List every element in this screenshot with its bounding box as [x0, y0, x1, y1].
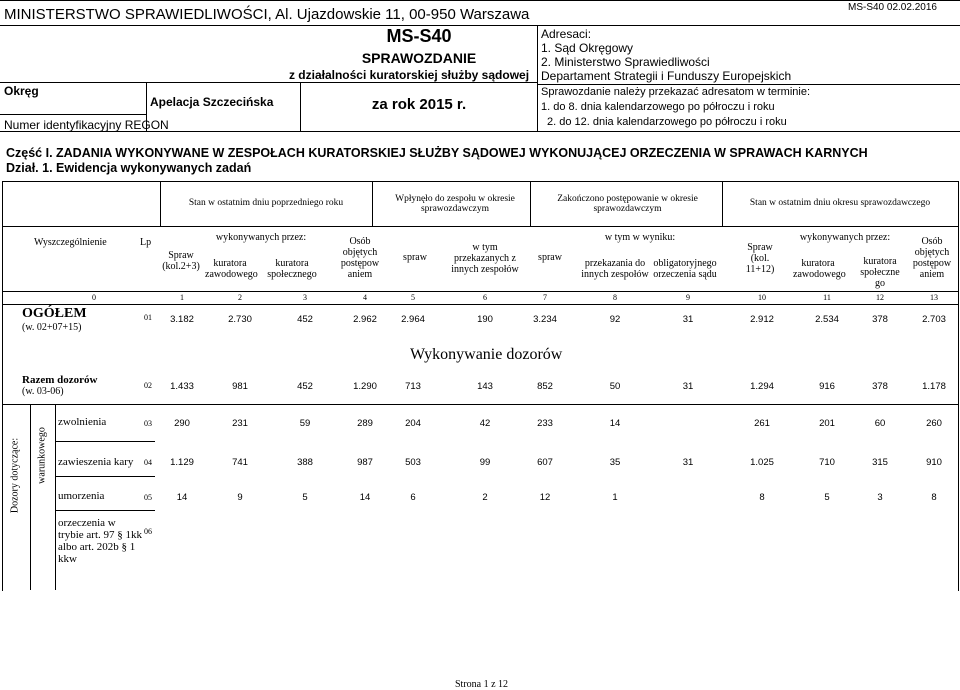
adresaci-label: Adresaci: — [541, 27, 592, 41]
col-spraw: spraw — [403, 252, 427, 263]
column-number: 8 — [613, 293, 617, 302]
col-spraw-kol: Spraw (kol.2+3) — [162, 250, 200, 272]
ogolem-value: 2.912 — [750, 314, 774, 325]
ogolem-value: 3.234 — [533, 314, 557, 325]
row-value: 261 — [754, 418, 770, 429]
col-w-tym-przekazanych: w tym przekazanych z innych zespołów — [451, 242, 519, 275]
razem-value: 713 — [405, 381, 421, 392]
razem-value: 1.294 — [750, 381, 774, 392]
section-heading: Wykonywanie dozorów — [410, 346, 563, 363]
okreg-value: Apelacja Szczecińska — [150, 95, 274, 109]
col-przekazania: przekazania do innych zespołów — [581, 258, 649, 280]
row-value: 1.129 — [170, 457, 194, 468]
deadline-2: 2. do 12. dnia kalendarzowego po półroczu i roku — [547, 116, 787, 128]
page-number: Strona 1 z 12 — [455, 679, 509, 690]
group-wplynelo: Wpłynęło do zespołu w okresie sprawozdawczym — [395, 194, 515, 214]
col-wykonywanych-przez: wykonywanych przez: — [215, 232, 307, 243]
part-title: Część I. ZADANIA WYKONYWANE W ZESPOŁACH KURATORSKIEJ SŁUŻBY SĄDOWEJ WYKONUJĄCEJ ORZECZENIA W SPRAWACH KARNYCH — [6, 146, 868, 160]
razem-lp: 02 — [144, 381, 152, 390]
row-value: 8 — [931, 492, 937, 503]
section-title: Dział. 1. Ewidencja wykonywanych zadań — [6, 161, 252, 175]
ogolem-value: 2.534 — [815, 314, 839, 325]
row-value: 710 — [819, 457, 835, 468]
group-stan-ostatni: Stan w ostatnim dniu okresu sprawozdawczego — [749, 198, 931, 208]
row-value: 315 — [872, 457, 888, 468]
report-subtitle: z działalności kuratorskiej służby sądowej — [288, 68, 530, 82]
column-number: 3 — [303, 293, 307, 302]
row-value: 14 — [359, 492, 371, 503]
row-value: 503 — [405, 457, 421, 468]
form-code: MS-S40 — [386, 26, 452, 46]
side-inner-label: warunkowego — [36, 427, 48, 484]
row-value: 987 — [357, 457, 373, 468]
row-value: 910 — [926, 457, 942, 468]
ogolem-value: 3.182 — [170, 314, 194, 325]
row-value: 233 — [537, 418, 553, 429]
row-label: orzeczenia w trybie art. 97 § 1kk albo art. 202b § 1 kkw — [58, 517, 143, 565]
side-top-line — [2, 404, 958, 405]
row-value: 231 — [232, 418, 248, 429]
row-lp: 05 — [144, 493, 152, 502]
row-value: 42 — [479, 418, 491, 429]
deadline-intro: Sprawozdanie należy przekazać adresatom w terminie: — [541, 86, 811, 98]
adresat-2b: Departament Strategii i Funduszy Europejskich — [541, 69, 792, 83]
row-label: umorzenia — [58, 490, 105, 502]
ogolem-value: 92 — [609, 314, 621, 325]
row-value: 8 — [759, 492, 765, 503]
razem-value: 143 — [477, 381, 493, 392]
razem-value: 452 — [297, 381, 313, 392]
row-value: 607 — [537, 457, 553, 468]
report-title: SPRAWOZDANIE — [361, 50, 477, 66]
column-number: 13 — [930, 293, 938, 302]
row-lp: 06 — [144, 527, 152, 536]
deadline-1: 1. do 8. dnia kalendarzowego po półroczu i roku — [541, 101, 775, 113]
razem-value: 31 — [682, 381, 694, 392]
column-number: 2 — [238, 293, 242, 302]
column-number: 0 — [92, 293, 96, 302]
ministry-line: MINISTERSTWO SPRAWIEDLIWOŚCI, Al. Ujazdowskie 11, 00-950 Warszawa — [4, 6, 530, 23]
ogolem-value: 31 — [682, 314, 694, 325]
ogolem-value: 190 — [477, 314, 493, 325]
row-value: 12 — [539, 492, 551, 503]
col-osob-objetych: Osób objętych postępow aniem — [340, 236, 380, 280]
razem-value: 1.290 — [353, 381, 377, 392]
ogolem-value: 2.730 — [228, 314, 252, 325]
row-value: 201 — [819, 418, 835, 429]
ogolem-sub: (w. 02+07+15) — [22, 322, 82, 333]
row-value: 388 — [297, 457, 313, 468]
row-lp: 03 — [144, 419, 152, 428]
okreg-top-line — [0, 82, 537, 83]
row-value: 2 — [482, 492, 488, 503]
row-value: 1 — [612, 492, 618, 503]
column-number: 11 — [823, 293, 831, 302]
ogolem-value: 452 — [297, 314, 313, 325]
ogolem-label: OGÓŁEM — [22, 306, 87, 321]
column-number: 4 — [363, 293, 367, 302]
column-number: 1 — [180, 293, 184, 302]
col-w-tym-w-wyniku: w tym w wyniku: — [604, 232, 676, 243]
year-line: za rok 2015 r. — [371, 96, 467, 113]
row-value: 35 — [609, 457, 621, 468]
row-value: 204 — [405, 418, 421, 429]
adresat-2: 2. Ministerstwo Sprawiedliwości — [541, 55, 710, 69]
column-number: 10 — [758, 293, 766, 302]
regon-line — [0, 114, 146, 115]
column-number: 5 — [411, 293, 415, 302]
razem-sub: (w. 03-06) — [22, 386, 64, 397]
adresaci-divider — [537, 84, 960, 85]
row-value: 290 — [174, 418, 190, 429]
column-number: 7 — [543, 293, 547, 302]
regon-label: Numer identyfikacyjny REGON — [4, 118, 169, 132]
razem-value: 852 — [537, 381, 553, 392]
row-value: 59 — [299, 418, 311, 429]
ogolem-lp: 01 — [144, 313, 152, 322]
col-osob-objetych2: Osób objętych postępow aniem — [912, 236, 952, 280]
row-value: 3 — [877, 492, 883, 503]
column-number: 12 — [876, 293, 884, 302]
razem-value: 1.433 — [170, 381, 194, 392]
row-value: 60 — [874, 418, 886, 429]
side-divider-1 — [30, 404, 31, 590]
col-lp: Lp — [140, 237, 152, 248]
ogolem-value: 2.962 — [353, 314, 377, 325]
row-separator — [55, 510, 155, 511]
col-kuratora-spoleczne2: kuratora społeczne go — [860, 256, 900, 289]
okreg-label: Okręg — [4, 84, 39, 98]
side-outer-label: Dozory dotyczące: — [9, 437, 21, 514]
razem-value: 916 — [819, 381, 835, 392]
column-number: 9 — [686, 293, 690, 302]
razem-value: 50 — [609, 381, 621, 392]
col-spraw-kol2: Spraw (kol. 11+12) — [745, 242, 775, 275]
row-value: 1.025 — [750, 457, 774, 468]
group-zakonczono: Zakończono postępowanie w okresie sprawozdawczym — [557, 194, 698, 214]
razem-label: Razem dozorów — [22, 374, 98, 386]
row-lp: 04 — [144, 458, 152, 467]
col-spraw2: spraw — [538, 252, 562, 263]
row-value: 6 — [410, 492, 416, 503]
ogolem-value: 2.703 — [922, 314, 946, 325]
row-value: 289 — [357, 418, 373, 429]
adresat-1: 1. Sąd Okręgowy — [541, 41, 634, 55]
razem-value: 378 — [872, 381, 888, 392]
group-stan-poprzedni: Stan w ostatnim dniu poprzedniego roku — [188, 198, 344, 208]
row-value: 260 — [926, 418, 942, 429]
row-value: 31 — [682, 457, 694, 468]
col-kuratora-zawodowego2: kuratora zawodowego — [793, 258, 846, 280]
row-separator — [55, 476, 155, 477]
col-wyszczegolnienie: Wyszczególnienie — [34, 237, 107, 248]
row-value: 14 — [176, 492, 188, 503]
row-value: 14 — [609, 418, 621, 429]
row-separator — [55, 441, 155, 442]
row-value: 5 — [824, 492, 830, 503]
razem-value: 1.178 — [922, 381, 946, 392]
razem-value: 981 — [232, 381, 248, 392]
col-kuratora-zawodowego: kuratora zawodowego — [205, 258, 258, 280]
row-label: zwolnienia — [58, 416, 107, 428]
row-label: zawieszenia kary — [58, 456, 134, 468]
ogolem-value: 2.964 — [401, 314, 425, 325]
row-value: 9 — [237, 492, 243, 503]
column-number: 6 — [483, 293, 487, 302]
row-value: 741 — [232, 457, 248, 468]
form-code-top-right: MS-S40 02.02.2016 — [848, 2, 937, 13]
row-value: 5 — [302, 492, 308, 503]
col-wykonywanych-przez2: wykonywanych przez: — [799, 232, 891, 243]
col-obligatoryjnego: obligatoryjnego orzeczenia sądu — [653, 258, 717, 280]
col-kuratora-spolecznego: kuratora społecznego — [267, 258, 317, 280]
side-divider-2 — [55, 404, 56, 590]
row-value: 99 — [479, 457, 491, 468]
ogolem-value: 378 — [872, 314, 888, 325]
